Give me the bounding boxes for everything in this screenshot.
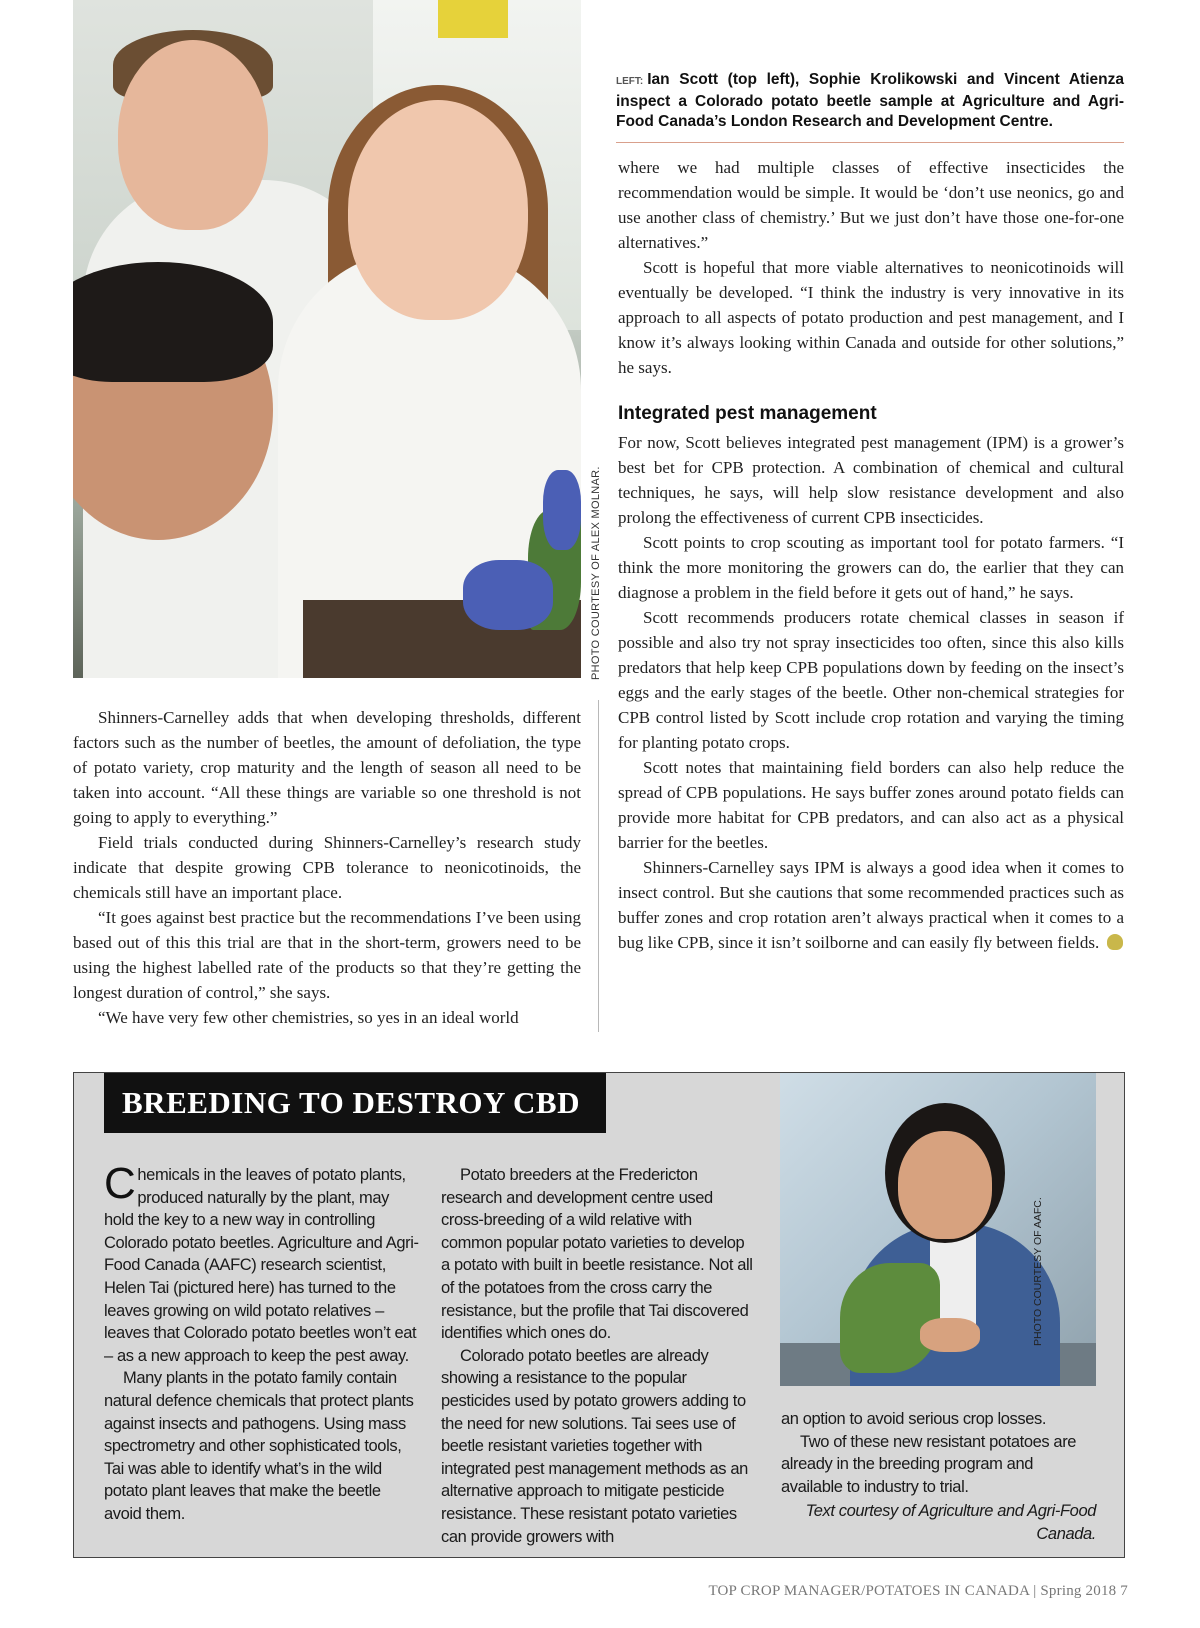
body-paragraph: For now, Scott believes integrated pest management (IPM) is a grower’s best bet for CPB protection. A combination of chemical and cultural techniques, he says, will help slow resistance development and also prolong the effectiveness of current CPB insecticides. bbox=[618, 433, 1124, 527]
body-paragraph-last bbox=[618, 855, 1124, 955]
photo-credit-aafc: PHOTO COURTESY OF AAFC. bbox=[1032, 1197, 1044, 1346]
section-heading-ipm: Integrated pest management bbox=[618, 403, 877, 424]
column-divider bbox=[598, 700, 599, 1032]
body-paragraph: where we had multiple classes of effective insecticides the recommendation would be simple. It would be ‘don’t use neonics, go and use another class of chemistry.’ But we just don’t have those one-for-one alternatives.” bbox=[618, 158, 1124, 252]
body-paragraph: Scott is hopeful that more viable alternatives to neonicotinoids will eventually be developed. “I think the industry is very innovative in its approach to all aspects of potato production and pest management, and I know it’s always looking within Canada and outside for other solutions,” he says. bbox=[618, 258, 1124, 377]
sidebar-title: BREEDING TO DESTROY CBD bbox=[104, 1073, 606, 1133]
sidebar-paragraph-text: hemicals in the leaves of potato plants, produced naturally by the plant, may hold the key to a new way in controlling Colorado potato beetles. Agriculture and Agri-Food Canada (AAFC) research scientist, Helen Tai (pictured here) has turned to the leaves growing on wild potato relatives – leaves that Colorado potato beetles won’t eat – as a new approach to keep the pest away. bbox=[104, 1166, 419, 1365]
sidebar-paragraph: Colorado potato beetles are already showing a resistance to the popular pesticides used by potato growers adding to the need for new solutions. Tai sees use of beetle resistant varieties together with integrated pest management methods as an alternative approach to mitigate pesticide resistance. These resistant potato varieties can provide growers with bbox=[441, 1346, 748, 1546]
caption-label: LEFT: bbox=[616, 76, 644, 87]
photo-helen-tai bbox=[780, 1073, 1096, 1386]
maple-leaf-end-icon bbox=[1107, 934, 1123, 950]
caption-divider bbox=[616, 142, 1124, 143]
left-column bbox=[73, 705, 581, 1030]
right-column-top bbox=[618, 155, 1124, 380]
sidebar-paragraph: Two of these new resistant potatoes are already in the breeding program and available to industry to trial. bbox=[781, 1432, 1077, 1496]
photo-caption bbox=[616, 70, 1124, 132]
sidebar-column-2 bbox=[441, 1164, 756, 1548]
photo-researchers-inspecting-beetle bbox=[73, 0, 581, 678]
sidebar-paragraph: Many plants in the potato family contain natural defence chemicals that protect plants against insects and pathogens. Using mass spectrometry and other sophisticated tools, Tai was able to identify what’s in the wild potato plant leaves that make the beetle avoid them. bbox=[104, 1369, 414, 1523]
caption-text: Ian Scott (top left), Sophie Krolikowski and Vincent Atienza inspect a Colorado potato beetle sample at Agriculture and Agri-Food Canada’s London Research and Development Centre. bbox=[616, 71, 1124, 130]
sidebar-text-credit: Text courtesy of Agriculture and Agri-Food Canada. bbox=[805, 1502, 1096, 1543]
sidebar-column-1 bbox=[104, 1159, 419, 1526]
right-column-bottom bbox=[618, 430, 1124, 955]
body-paragraph-text: Shinners-Carnelley says IPM is always a good idea when it comes to insect control. But she cautions that some recommended practices such as buffer zones and crop rotation aren’t always practical when it comes to a bug like CPB, since it isn’t soilborne and can easily fly between fields. bbox=[618, 858, 1124, 952]
body-paragraph: Scott points to crop scouting as important tool for potato farmers. “I think the more monitoring the growers can do, the earlier that they can diagnose a problem in the field before it gets out of hand,” he says. bbox=[618, 533, 1124, 602]
sidebar-paragraph bbox=[104, 1159, 419, 1367]
sidebar-box-breeding bbox=[73, 1072, 1125, 1558]
body-paragraph: “We have very few other chemistries, so yes in an ideal world bbox=[98, 1008, 519, 1027]
body-paragraph: “It goes against best practice but the recommendations I’ve been using based out of this this trial are that in the short-term, growers need to be using the highest labelled rate of the products so that they’re getting the longest duration of control,” she says. bbox=[73, 908, 581, 1002]
body-paragraph: Shinners-Carnelley adds that when developing thresholds, different factors such as the number of beetles, the amount of defoliation, the type of potato variety, crop maturity and the length of season all need to be taken into account. “All these things are variable so one threshold is not going to apply to everything.” bbox=[73, 708, 581, 827]
drop-cap: C bbox=[104, 1159, 136, 1208]
body-paragraph: Field trials conducted during Shinners-Carnelley’s research study indicate that despite growing CPB tolerance to neonicotinoids, the chemicals still have an important place. bbox=[73, 833, 581, 902]
page-footer: TOP CROP MANAGER/POTATOES IN CANADA | Spring 2018 7 bbox=[708, 1583, 1128, 1599]
photo-credit-molnar: PHOTO COURTESY OF ALEX MOLNAR. bbox=[590, 466, 602, 680]
sidebar-column-3 bbox=[781, 1408, 1096, 1546]
sidebar-paragraph: Potato breeders at the Fredericton research and development centre used cross-breeding of a wild relative with common popular potato varieties to develop a potato with built in beetle resistance. Not all of the potatoes from the cross carry the resistance, but the profile that Tai discovered identifies which ones do. bbox=[441, 1166, 753, 1343]
body-paragraph: Scott notes that maintaining field borders can also help reduce the spread of CPB populations. He says buffer zones around potato fields can provide more habitat for CPB predators, and can also act as a physical barrier for the beetles. bbox=[618, 758, 1124, 852]
sidebar-paragraph: an option to avoid serious crop losses. bbox=[781, 1410, 1047, 1428]
body-paragraph: Scott recommends producers rotate chemical classes in season if possible and also try not spray insecticides too often, since this also kills predators that help keep CPB populations down by feeding on the insect’s eggs and the early stages of the beetle. Other non-chemical strategies for CPB control listed by Scott include crop rotation and varying the timing for planting potato crops. bbox=[618, 608, 1124, 752]
